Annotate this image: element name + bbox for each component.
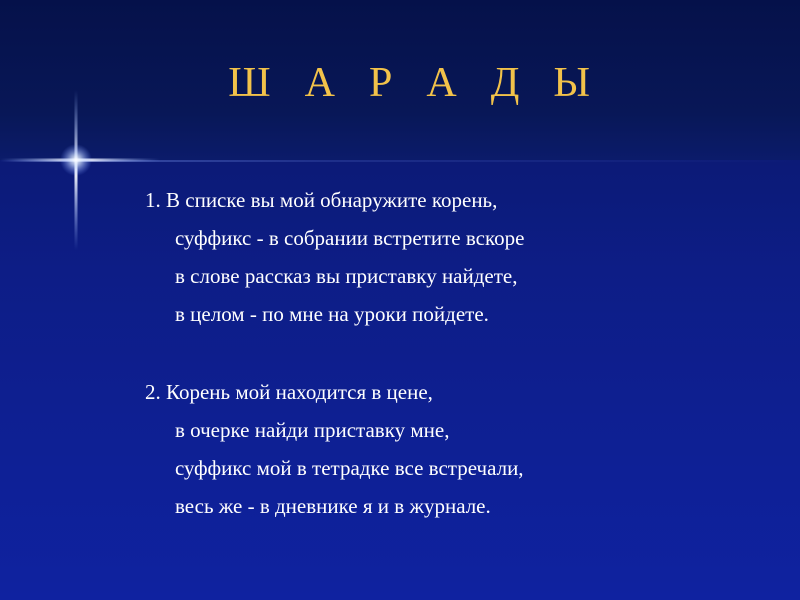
- riddle-2-line-4: весь же - в дневнике я и в журнале.: [175, 494, 491, 518]
- riddle-2-line-1: 2. Корень мой находится в цене,: [145, 380, 433, 404]
- riddle-1: [145, 188, 765, 340]
- slide-title: Ш А Р А Д Ы: [228, 60, 602, 106]
- riddle-1-line-2: суффикс - в собрании встретите вскоре: [175, 226, 525, 250]
- riddle-2-line-2: в очерке найди приставку мне,: [175, 418, 450, 442]
- riddle-list: [145, 188, 765, 572]
- riddle-2-line-3: суффикс мой в тетрадке все встречали,: [175, 456, 524, 480]
- riddle-1-line-4: в целом - по мне на уроки пойдете.: [175, 302, 489, 326]
- riddle-1-line-1: 1. В списке вы мой обнаружите корень,: [145, 188, 498, 212]
- riddle-1-line-3: в слове рассказ вы приставку найдете,: [175, 264, 518, 288]
- riddle-2: [145, 380, 765, 532]
